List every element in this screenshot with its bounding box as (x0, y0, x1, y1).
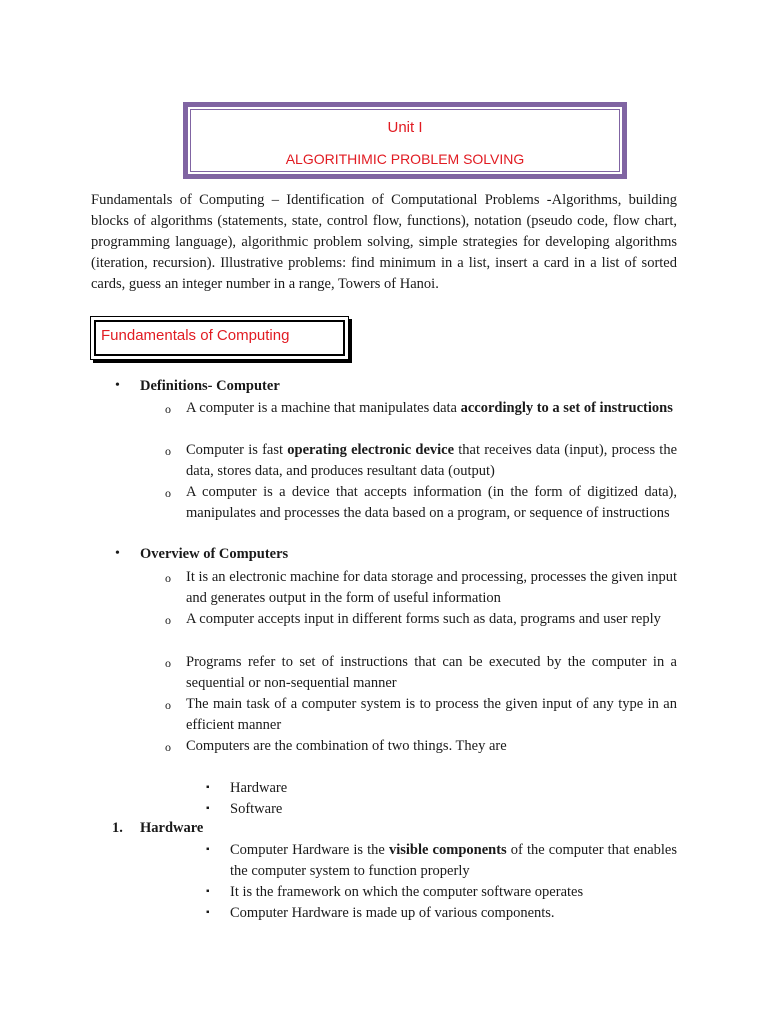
hardware-item: Computer Hardware is the visible components of the computer that enables the computer system to function properly (230, 842, 677, 879)
overview-item: It is an electronic machine for data storage and processing, processes the given input and generates output in the form of useful information (186, 569, 677, 606)
circle-marker: o (165, 698, 171, 712)
bullet-marker: • (115, 378, 120, 393)
definition-item: Computer is fast operating electronic device that receives data (input), process the data, stores data, and produces resultant data (output) (186, 442, 678, 479)
circle-marker: o (165, 740, 171, 754)
definitions-heading: Definitions- Computer (140, 378, 280, 394)
overview-heading: Overview of Computers (140, 546, 289, 562)
hardware-heading: Hardware (140, 820, 204, 836)
section-title: Fundamentals of Computing (101, 327, 290, 344)
circle-marker: o (165, 402, 171, 416)
circle-marker: o (165, 656, 171, 670)
square-marker: ▪ (206, 907, 210, 918)
hardware-item: Computer Hardware is made up of various components. (230, 905, 555, 921)
hardware-number: 1. (112, 820, 123, 836)
overview-item: The main task of a computer system is to process the given input of any type in an efficient manner (186, 696, 677, 733)
circle-marker: o (165, 444, 171, 458)
circle-marker: o (165, 486, 171, 500)
square-marker: ▪ (206, 886, 210, 897)
circle-marker: o (165, 613, 171, 627)
unit-title-box (183, 102, 627, 179)
syllabus-paragraph: Fundamentals of Computing – Identification of Computational Problems -Algorithms, building blocks of algorithms (statements, state, control flow, functions), notation (pseudo code, flow chart, programming language), algorithmic problem solving, simple strategies for developing algorithms (iteration, recursion). Illustrative problems: find minimum in a list, insert a card in a list of sorted cards, guess an integer number in a range, Towers of Hanoi. (91, 192, 677, 292)
overview-subitem: Hardware (230, 780, 288, 796)
definition-item: A computer is a machine that manipulates data accordingly to a set of instructions (186, 400, 673, 416)
circle-marker: o (165, 571, 171, 585)
unit-subtitle: ALGORITHIMIC PROBLEM SOLVING (285, 151, 525, 167)
overview-subitem: Software (230, 801, 283, 817)
unit-title: Unit I (387, 119, 423, 136)
definition-item: A computer is a device that accepts information (in the form of digitized data), manipulates and processes the data based on a program, or sequence of instructions (186, 484, 677, 521)
overview-item: A computer accepts input in different forms such as data, programs and user reply (186, 611, 661, 627)
section-title-box (90, 316, 349, 360)
square-marker: ▪ (206, 844, 210, 855)
square-marker: ▪ (206, 782, 210, 793)
overview-item: Programs refer to set of instructions that can be executed by the computer in a sequential or non-sequential manner (186, 654, 677, 691)
bullet-marker: • (115, 546, 120, 561)
hardware-item: It is the framework on which the computer software operates (230, 884, 584, 900)
overview-item: Computers are the combination of two things. They are (186, 738, 507, 754)
square-marker: ▪ (206, 803, 210, 814)
